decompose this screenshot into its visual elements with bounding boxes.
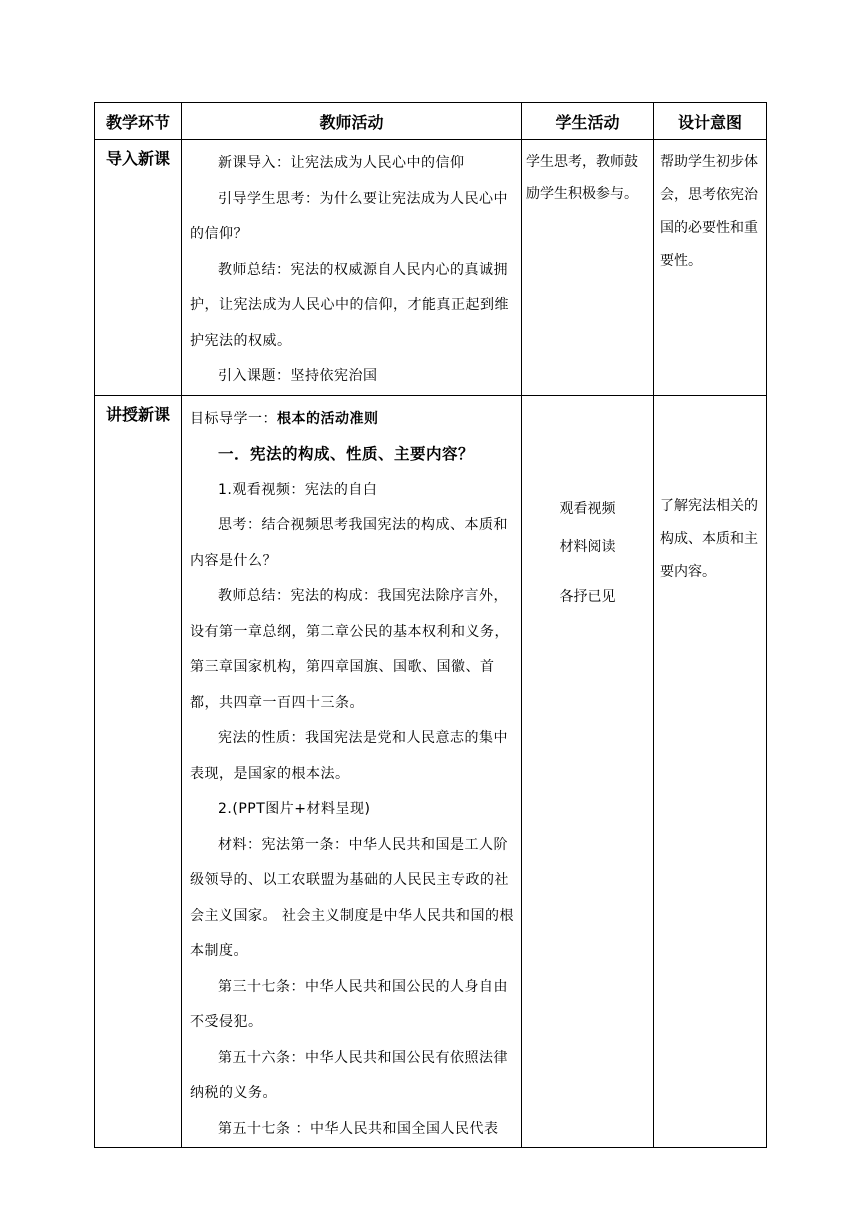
teacher-activity-cell <box>182 140 522 396</box>
header-row <box>95 103 767 140</box>
paragraph: 1.观看视频：宪法的自白 <box>218 481 378 498</box>
student-item: 各抒已见 <box>559 588 616 605</box>
student-item: 材料阅读 <box>559 538 616 555</box>
paragraph: 教师总结：宪法的构成：我国宪法除序言外，设有第一章总纲，第二章公民的基本权利和义务，第三章国家机构，第四章国旗、国歌、国徽、首都，共四章一百四十三条。 <box>190 588 509 711</box>
design-text: 了解宪法相关的构成、本质和主要内容。 <box>660 497 758 580</box>
paragraph: 宪法的性质：我国宪法是党和人民意志的集中表现，是国家的根本法。 <box>190 730 508 782</box>
paragraph: 思考：结合视频思考我国宪法的构成、本质和内容是什么？ <box>190 517 508 569</box>
section-heading: 一．宪法的构成、性质、主要内容？ <box>218 445 475 463</box>
design-intent-cell <box>654 395 767 1148</box>
student-activity-cell <box>522 395 654 1148</box>
paragraph: 第五十七条 ：中华人民共和国全国人民代表 <box>218 1120 499 1137</box>
paragraph: 引导学生思考：为什么要让宪法成为人民心中的信仰？ <box>190 190 508 242</box>
paragraph: 第五十六条：中华人民共和国公民有依照法律纳税的义务。 <box>190 1049 508 1101</box>
paragraph: 教师总结：宪法的权威源自人民内心的真诚拥护，让宪法成为人民心中的信仰，才能真正起到维护宪法的权威。 <box>190 261 509 349</box>
design-intent-cell: 帮助学生初步体会，思考依宪治国的必要性和重要性。 <box>654 140 767 396</box>
goal-prefix: 目标导学一： <box>190 410 277 427</box>
paragraph: 新课导入：让宪法成为人民心中的信仰 <box>218 155 465 171</box>
table-row <box>95 395 767 1148</box>
goal-title: 根本的活动准则 <box>277 410 379 427</box>
student-item: 观看视频 <box>559 500 616 517</box>
segment-cell: 讲授新课 <box>95 395 182 1148</box>
segment-cell: 导入新课 <box>95 140 182 396</box>
header-student-activity: 学生活动 <box>522 103 654 140</box>
lesson-plan-table <box>94 102 767 1148</box>
teacher-activity-cell <box>182 395 522 1148</box>
paragraph: 引入课题：坚持依宪治国 <box>218 368 378 384</box>
paragraph: 材料：宪法第一条：中华人民共和国是工人阶级领导的、以工农联盟为基础的人民民主专政的社会主义国家。 社会主义制度是中华人民共和国的根本制度。 <box>190 836 514 959</box>
header-design-intent: 设计意图 <box>654 103 767 140</box>
student-activity-cell: 学生思考，教师鼓励学生积极参与。 <box>522 140 654 396</box>
paragraph: 2.(PPT图片+材料呈现) <box>218 801 371 817</box>
paragraph: 第三十七条：中华人民共和国公民的人身自由不受侵犯。 <box>190 978 508 1030</box>
goal-line <box>190 402 515 438</box>
header-segment: 教学环节 <box>95 103 182 140</box>
header-teacher-activity: 教师活动 <box>182 103 522 140</box>
table-row <box>95 140 767 396</box>
